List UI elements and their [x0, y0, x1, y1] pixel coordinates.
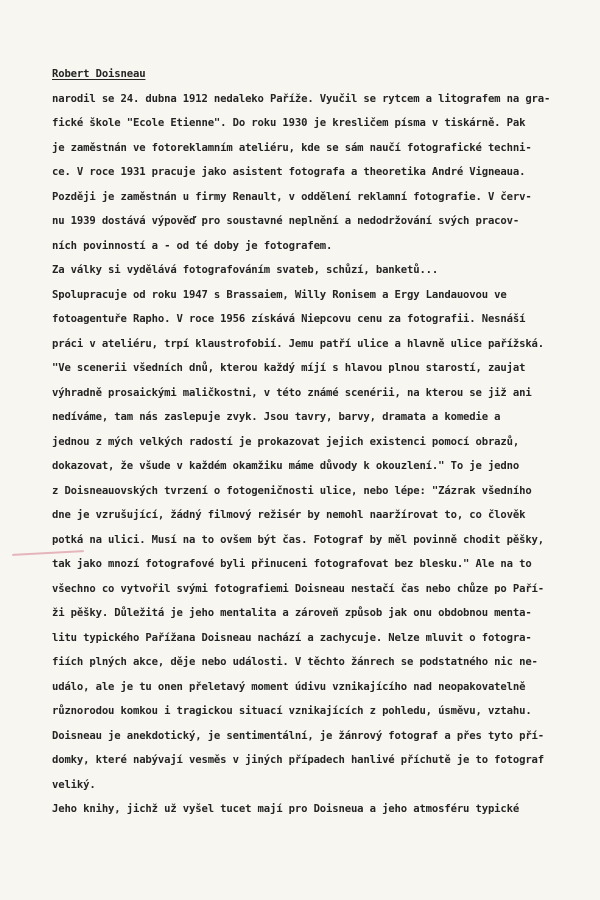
text-line: ních povinností a - od té doby je fotografem.: [52, 240, 333, 252]
text-line: fiích plných akce, děje nebo události. V těchto žánrech se podstatného nic ne-: [52, 656, 538, 668]
text-line: práci v ateliéru, trpí klaustrofobií. Jemu patří ulice a hlavně ulice pařížská.: [52, 338, 545, 350]
text-line: Jeho knihy, jichž už vyšel tucet mají pro Doisneua a jeho atmosféru typické: [52, 803, 520, 815]
text-line: nedíváme, tam nás zaslepuje zvyk. Jsou tavry, barvy, dramata a komedie a: [52, 411, 501, 423]
text-line: Spolupracuje od roku 1947 s Brassaiem, Willy Ronisem a Ergy Landauovou ve: [52, 289, 507, 301]
text-line: potká na ulici. Musí na to ovšem být čas. Fotograf by měl povinně chodit pěšky,: [52, 534, 545, 546]
text-line: narodil se 24. dubna 1912 nedaleko Paříže. Vyučil se rytcem a litografem na gra-: [52, 93, 551, 105]
text-line: tak jako mnozí fotografové byli přinuceni fotografovat bez blesku." Ale na to: [52, 558, 532, 570]
text-line: všechno co vytvořil svými fotografiemi Doisneau nestačí čas nebo chůze po Paří-: [52, 583, 545, 595]
text-line: fické škole "Ecole Etienne". Do roku 1930 je kresličem písma v tiskárně. Pak: [52, 117, 526, 129]
text-line: Za války si vydělává fotografováním svateb, schůzí, banketů...: [52, 264, 439, 276]
text-line: z Doisneauovských tvrzení o fotogeničnosti ulice, nebo lépe: "Zázrak všedního: [52, 485, 532, 497]
text-line: dne je vzrušující, žádný filmový režisér by nemohl naaržírovat to, co člověk: [52, 509, 526, 521]
text-line: ži pěšky. Důležitá je jeho mentalita a zároveň způsob jak onu obdobnou menta-: [52, 607, 532, 619]
text-line: nu 1939 dostává výpověď pro soustavné neplnění a nedodržování svých pracov-: [52, 215, 520, 227]
text-line: výhradně prosaickými maličkostni, v této známé scenérii, na kterou se již ani: [52, 387, 532, 399]
text-line: "Ve scenerii všedních dnů, kterou každý míjí s hlavou plnou starostí, zaujat: [52, 362, 526, 374]
text-line: domky, které nabývají vesměs v jiných případech hanlivé příchutě je to fotograf: [52, 754, 545, 766]
pen-mark: [12, 550, 84, 556]
text-line: veliký.: [52, 779, 96, 791]
text-line: ce. V roce 1931 pracuje jako asistent fotografa a theoretika André Vigneaua.: [52, 166, 526, 178]
text-line: různorodou komkou i tragickou situací vznikajících z pohledu, úsměvu, vztahu.: [52, 705, 532, 717]
text-line: fotoagentuře Rapho. V roce 1956 získává Niepcovu cenu za fotografii. Nesnáší: [52, 313, 526, 325]
text-line: je zaměstnán ve fotoreklamním ateliéru, kde se sám naučí fotografické techni-: [52, 142, 532, 154]
text-line: litu typického Pařížana Doisneau nachází a zachycuje. Nelze mluvit o fotogra-: [52, 632, 532, 644]
text-line: Později je zaměstnán u firmy Renault, v oddělení reklamní fotografie. V červ-: [52, 191, 532, 203]
text-line: jednou z mých velkých radostí je prokazovat jejich existenci pomocí obrazů,: [52, 436, 520, 448]
document-heading: Robert Doisneau: [52, 68, 146, 80]
text-line: událo, ale je tu onen přeletavý moment údivu vznikajícího nad neopakovatelně: [52, 681, 526, 693]
text-line: Doisneau je anekdotický, je sentimentální, je žánrový fotograf a přes tyto pří-: [52, 730, 545, 742]
text-line: dokazovat, že všude v každém okamžiku máme důvody k okouzlení." To je jedno: [52, 460, 520, 472]
